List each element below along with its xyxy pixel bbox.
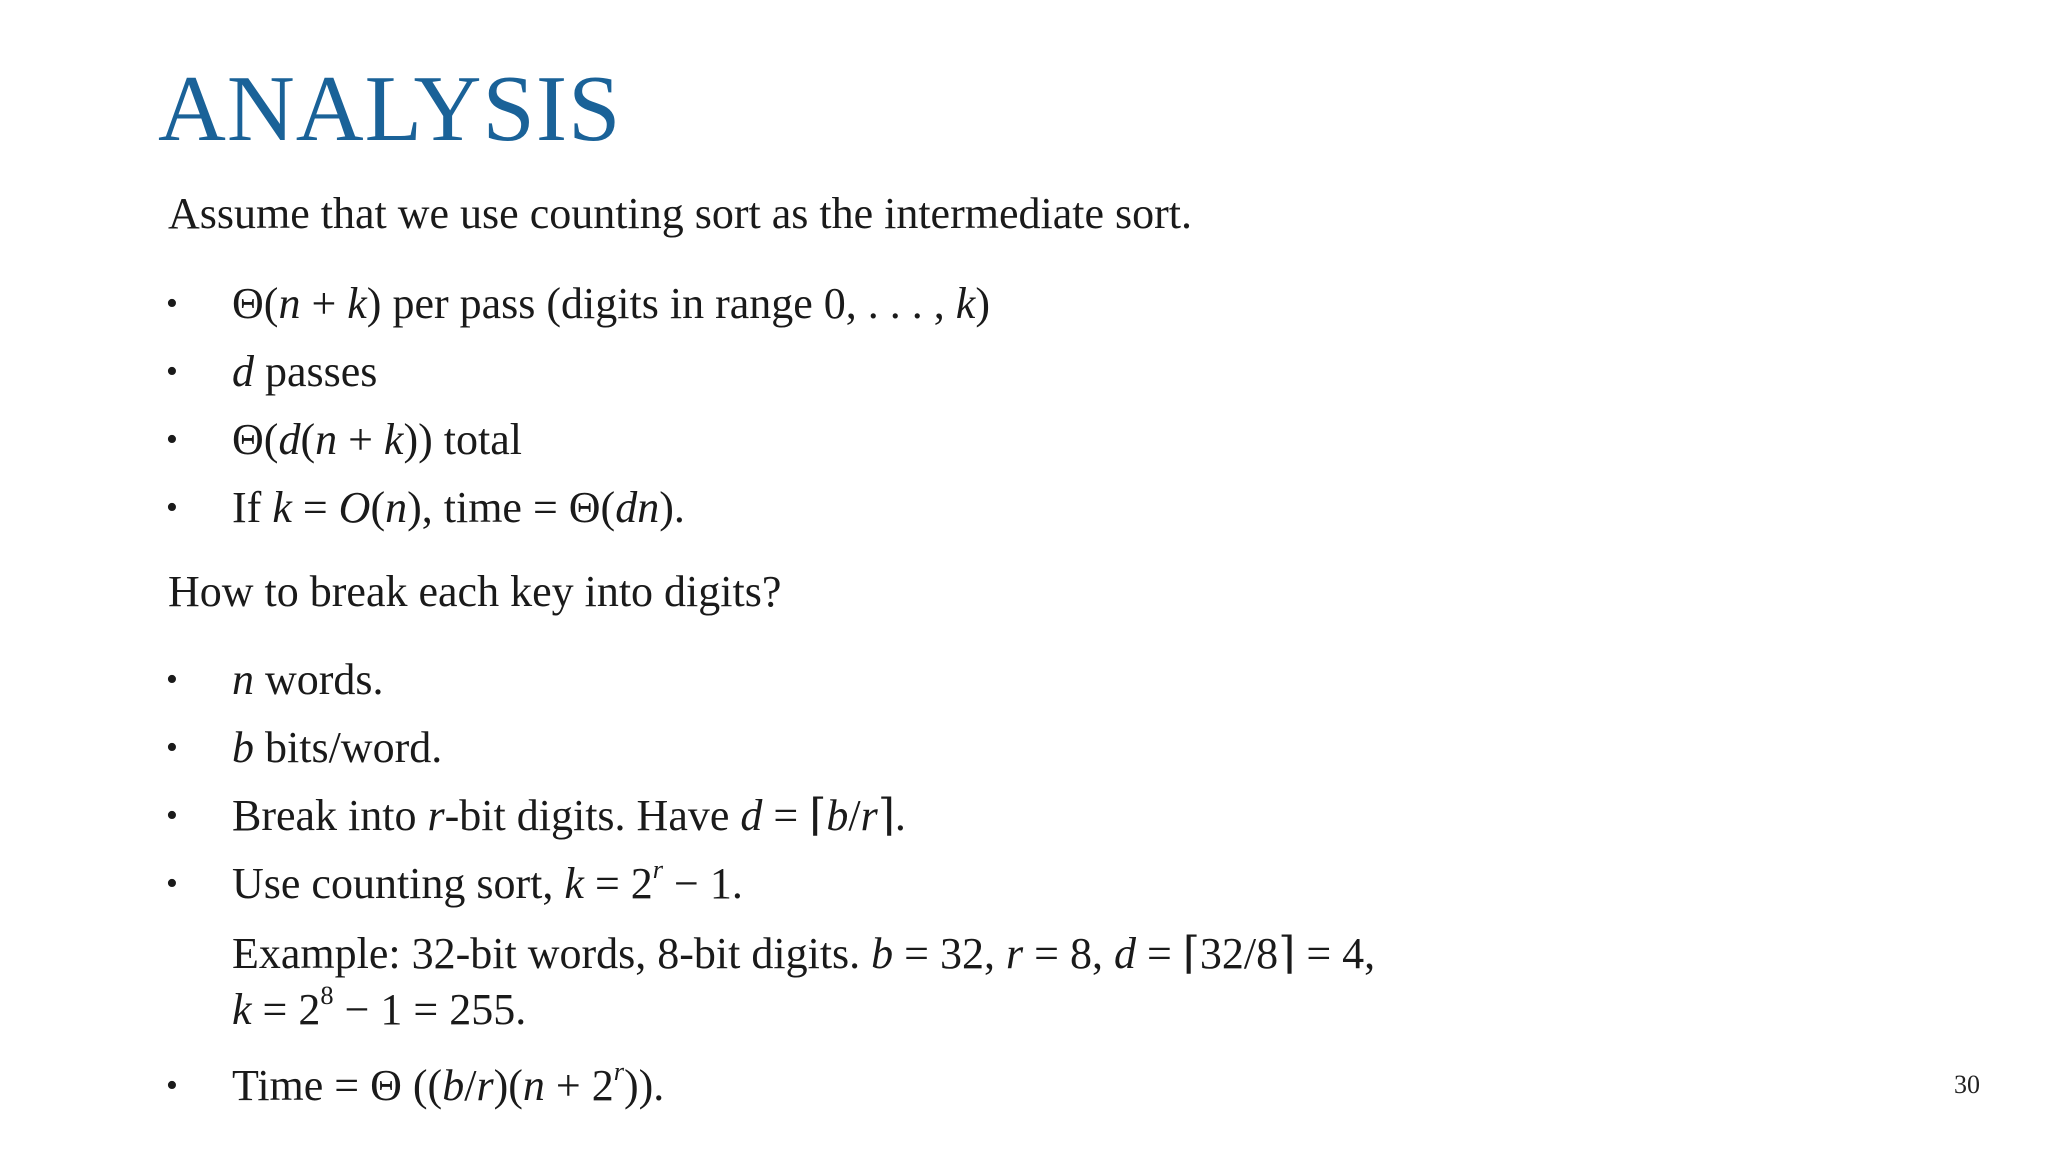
bullet-dot: • [166, 660, 178, 698]
bullet-dot: • [166, 796, 178, 834]
bullet-text: Θ(d(n + k)) total [232, 414, 522, 464]
bullet-dot: • [166, 488, 178, 526]
bullet-item [166, 278, 990, 326]
bullet-text: Θ(n + k) per pass (digits in range 0, . . . , k) [232, 278, 990, 328]
question-text: How to break each key into digits? [168, 567, 782, 616]
bullet-text: b bits/word. [232, 722, 443, 772]
bullet-item [166, 346, 377, 394]
bullet-item [166, 414, 522, 462]
bullet-dot: • [166, 864, 178, 902]
bullet-dot: • [166, 352, 178, 390]
bullet-item [166, 482, 685, 530]
bullet-dot: • [166, 1066, 178, 1104]
bullet-item [166, 854, 743, 908]
bullet-item [166, 790, 906, 838]
example-line-2: $k = 2^8 - 1 = 255$. [232, 980, 527, 1034]
bullet-dot: • [166, 728, 178, 766]
example-line-1: Example: 32-bit words, 8-bit digits. b = 32, r = 8, d = ⌈32/8⌉ = 4, [232, 929, 1376, 978]
bullet-text: Use counting sort, $k = 2^r - 1$. [232, 854, 743, 908]
bullet-text: Time = Θ $((b/r)(n + 2^r))$. [232, 1056, 665, 1110]
bullet-text: Break into r-bit digits. Have d = ⌈b/r⌉. [232, 790, 906, 840]
bullet-item [166, 722, 442, 770]
bullet-item [166, 654, 384, 702]
bullet-text: n words. [232, 654, 384, 704]
bullet-item [166, 1056, 665, 1110]
slide-title: ANALYSIS [158, 57, 622, 161]
page-number: 30 [1954, 1070, 1980, 1099]
intro-text: Assume that we use counting sort as the intermediate sort. [168, 189, 1192, 238]
bullet-text: d passes [232, 346, 378, 396]
bullet-text: If k = O(n), time = Θ(dn). [232, 482, 685, 532]
bullet-dot: • [166, 284, 178, 322]
bullet-dot: • [166, 420, 178, 458]
